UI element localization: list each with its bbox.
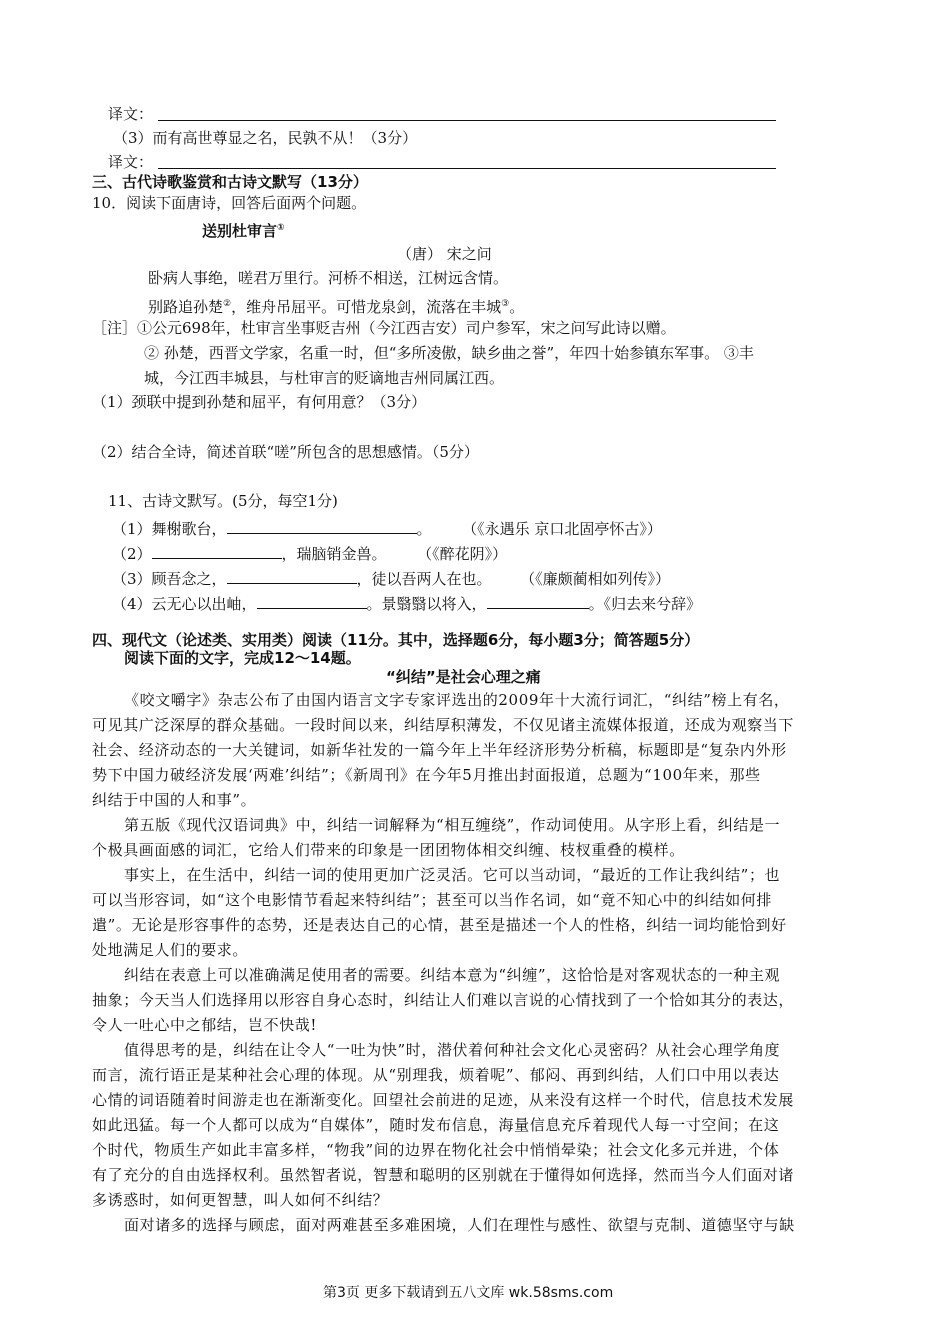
section-intro: 阅读下面的文字，完成12～14题。 [124, 649, 361, 667]
poem-note: 城，今江西丰城县，与杜审言的贬谪地吉州同属江西。 [144, 369, 505, 387]
article-line: 而言，流行语正是某种社会心理的体现。从“别理我，烦着呢”、郁闷、再到纠结，人们口中用以表达 [92, 1066, 780, 1084]
article-line: 有了充分的自由选择权利。虽然智者说，智慧和聪明的区别就在于懂得如何选择，然而当今人们面对诸 [92, 1166, 795, 1184]
answer-line [158, 168, 776, 169]
article-line: 事实上，在生活中，纠结一词的使用更加广泛灵活。它可以当动词，“最近的工作让我纠结”；也 [124, 866, 781, 884]
q9-item3: （3）而有高世尊显之名，民孰不从！（3分） [113, 129, 418, 147]
poem-note: ② 孙楚，西晋文学家，名重一时，但“多所凌傲，缺乡曲之誉”，年四十始参镇东军事。 ③丰 [144, 344, 754, 362]
poem-title: 送别杜审言① [202, 222, 285, 240]
article-line: 纠结于中国的人和事”。 [92, 791, 257, 809]
article-line: 面对诸多的选择与顾虑，面对两难甚至多难困境，人们在理性与感性、欲望与克制、道德坚守与缺 [124, 1216, 795, 1234]
answer-blank[interactable] [487, 592, 589, 609]
question-intro: 11、古诗文默写。(5分，每空1分) [108, 492, 338, 510]
page-footer: 第3页 更多下载请到五八文库 wk.58sms.com [323, 1285, 614, 1301]
article-line: 可见其广泛深厚的群众基础。一段时间以来，纠结厚积薄发，不仅见诸主流媒体报道，还成为观察当下 [92, 716, 795, 734]
answer-blank[interactable] [152, 542, 282, 559]
poem-line: 别路追孙楚②，维舟吊屈平。可惜龙泉剑，流落在丰城③。 [148, 298, 525, 316]
recitation-item: （1）舞榭歌台， 。 （《永遇乐 京口北固亭怀古》） [112, 517, 662, 539]
section-heading: 四、现代文（论述类、实用类）阅读（11分。其中，选择题6分，每小题3分；简答题5分） [92, 631, 700, 649]
answer-blank[interactable] [227, 567, 357, 584]
article-line: 值得思考的是，纠结在让令人“一吐为快”时，潜伏着何种社会文化心灵密码？从社会心理学角度 [124, 1041, 781, 1059]
poem-note: ［注］①公元698年，杜审言坐事贬吉州（今江西吉安）司户参军，宋之问写此诗以赠。 [92, 319, 676, 337]
poem-author: （唐） 宋之问 [397, 245, 492, 263]
article-line: 多诱惑时，如何更智慧，叫人如何不纠结？ [92, 1191, 389, 1209]
question-item: （2）结合全诗，简述首联“嗟”所包含的思想感情。（5分） [92, 443, 479, 461]
article-line: 令人一吐心中之郁结，岂不快哉! [92, 1016, 318, 1034]
section-heading: 三、古代诗歌鉴赏和古诗文默写（13分） [92, 173, 368, 191]
article-line: 第五版《现代汉语词典》中，纠结一词解释为“相互缠绕”，作动词使用。从字形上看，纠结是一 [124, 816, 781, 834]
question-item: （1）颈联中提到孙楚和屈平，有何用意？（3分） [92, 393, 427, 411]
article-line: 个极具画面感的词汇，它给人们带来的印象是一团团物体相交纠缠、枝杈重叠的模样。 [92, 841, 685, 859]
poem-line: 卧病人事绝，嗟君万里行。河桥不相送，江树远含情。 [148, 269, 509, 287]
article-line: 处地满足人们的要求。 [92, 941, 249, 959]
article-line: 抽象；今天当人们选择用以形容自身心态时，纠结让人们难以言说的心情找到了一个恰如其分的表达， [92, 991, 795, 1009]
article-line: 可以当形容词，如“这个电影情节看起来特纠结”；甚至可以当作名词，如“竟不知心中的纠结如何排 [92, 891, 773, 909]
question-intro: 10．阅读下面唐诗，回答后面两个问题。 [92, 194, 367, 212]
article-line: 社会、经济动态的一大关键词，如新华社发的一篇今年上半年经济形势分析稿，标题即是“复杂内外形 [92, 741, 787, 759]
article-line: 纠结在表意上可以准确满足使用者的需要。纠结本意为“纠缠”，这恰恰是对客观状态的一种主观 [124, 966, 781, 984]
answer-blank[interactable] [227, 517, 417, 534]
article-line: 个时代，物质生产如此丰富多样，“物我”间的边界在物化社会中悄悄晕染；社会文化多元并进，个体 [92, 1141, 780, 1159]
answer-line [158, 120, 776, 121]
article-title: “纠结”是社会心理之痛 [386, 668, 541, 686]
translation-label: 译文： [108, 153, 154, 171]
recitation-item: （2） ，瑞脑销金兽。 （《醉花阴》） [112, 542, 507, 564]
article-line: 如此迅猛。每一个人都可以成为“自媒体”，随时发布信息，海量信息充斥着现代人每一寸空间；在这 [92, 1116, 780, 1134]
article-line: 心情的词语随着时间游走也在渐渐变化。回望社会前进的足迹，从来没有这样一个时代，信息技术发展 [92, 1091, 795, 1109]
article-line: 势下中国力破经济发展‘两难’纠结”；《新周刊》在今年5月推出封面报道，总题为“100年来，那些 [92, 766, 761, 784]
article-line: 《咬文嚼字》杂志公布了由国内语言文字专家评选出的2009年十大流行词汇，“纠结”榜上有名， [124, 691, 790, 709]
answer-blank[interactable] [257, 592, 367, 609]
translation-label: 译文： [108, 105, 154, 123]
article-line: 遣”。无论是形容事件的态势，还是表达自己的心情，甚至是描述一个人的性格，纠结一词均能恰到好 [92, 916, 787, 934]
recitation-item: （4）云无心以出岫， 。景翳翳以将入， 。《归去来兮辞》 [112, 592, 701, 614]
recitation-item: （3）顾吾念之， ，徒以吾两人在也。 （《廉颇蔺相如列传》） [112, 567, 670, 589]
